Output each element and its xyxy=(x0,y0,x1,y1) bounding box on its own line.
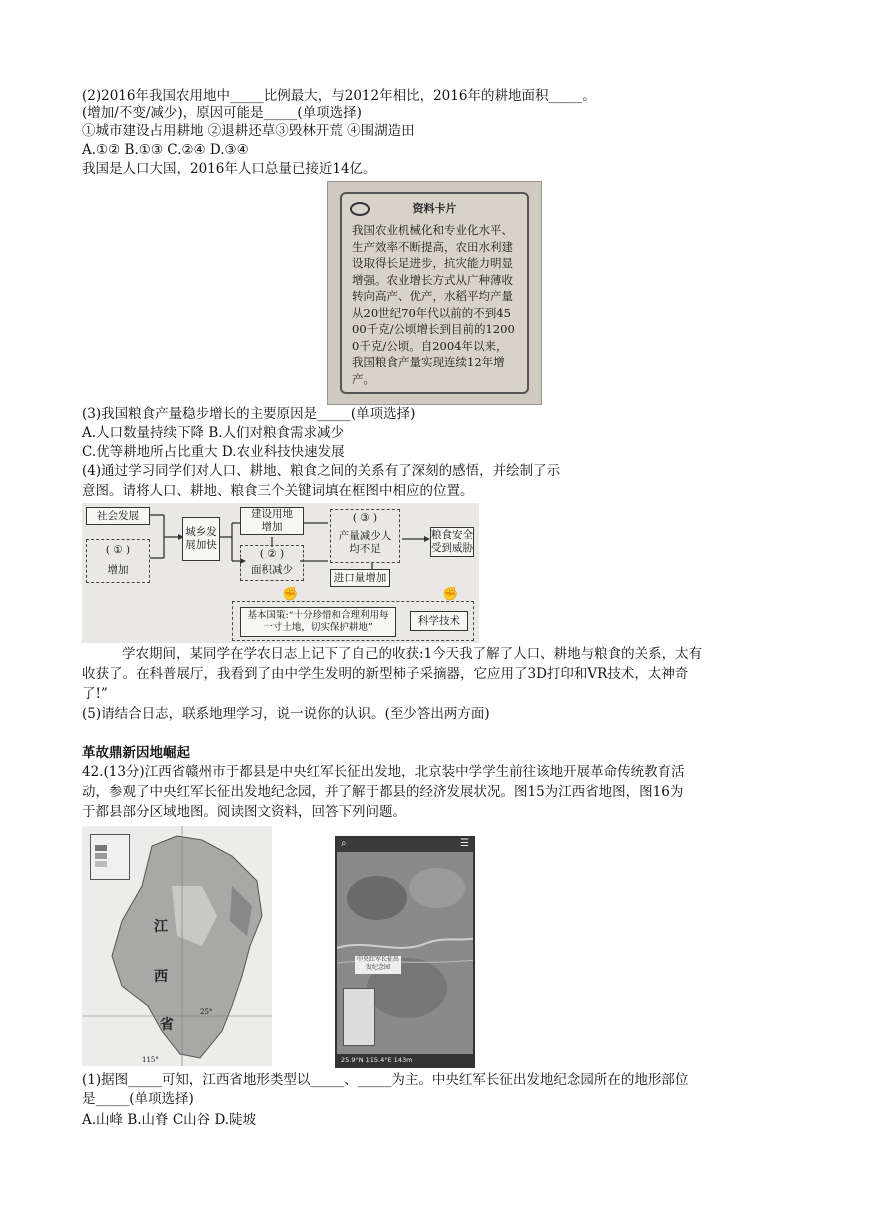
card-body: 我国农业机械化和专业化水平、生产效率不断提高，农田水利建设取得长足进步，抗灾能力明显增强。农业增长方式从广种薄收转向高产、优产，水稻平均产量从20世纪70年代以前的不到4500千克/公顷增长到目前的12000千克/公顷。自2004年以来，我国粮食产量实现连续12年增产。 xyxy=(352,223,515,386)
line-q42-b: 动，参观了中央红军长征出发地纪念园，并了解于都县的经济发展状况。图15为江西省地图，图16为 xyxy=(82,784,684,800)
line-q3-ab: A.人口数量持续下降 B.人们对粮食需求减少 xyxy=(82,425,345,441)
memorial-label: 中央红军长征出发纪念园 xyxy=(355,956,401,974)
line-choices: A.①② B.①③ C.②④ D.③④ xyxy=(82,142,249,158)
menu-icon: ☰ xyxy=(460,838,469,849)
blank-3: ( ③ ) xyxy=(352,511,378,524)
blank-2: ( ② ) xyxy=(259,547,285,560)
box-construction-land xyxy=(240,507,304,535)
box-area-decrease: 面积减少 xyxy=(251,563,293,576)
card-title: 资料卡片 xyxy=(412,202,457,215)
box-social-development: 社会发展 xyxy=(86,507,150,525)
construction-land-label: 建设用地 xyxy=(251,508,293,520)
line-q3-cd: C.优等耕地所占比重大 D.农业科技快速发展 xyxy=(82,444,345,460)
jiangxi-province-shape xyxy=(82,826,272,1066)
line-q2: (2)2016年我国农用地中_____比例最大，与2012年相比，2016年的耕地面积_____。 xyxy=(82,88,596,104)
box-import-increase: 进口量增加 xyxy=(330,569,390,587)
map-longitude: 115° xyxy=(142,1056,159,1064)
line-q3: (3)我国粮食产量稳步增长的主要原因是_____(单项选择) xyxy=(82,406,416,422)
line-q42-1-b: 是_____(单项选择) xyxy=(82,1091,194,1107)
line-q5: (5)请结合日志，联系地理学习，说一说你的认识。(至少答出两方面) xyxy=(82,706,490,722)
line-q42-1: (1)据图_____可知，江西省地形类型以_____、_____为主。中央红军长征出发地纪念园所在的地形部位 xyxy=(82,1072,689,1088)
fist-icon-left: ✊ xyxy=(282,587,299,602)
blank-1: ( ① ) xyxy=(105,543,131,556)
map-char-xi: 西 xyxy=(154,969,168,985)
box-science-technology: 科学技术 xyxy=(410,611,468,631)
fist-icon-right: ✊ xyxy=(442,587,459,602)
jiangxi-map-figure xyxy=(82,826,272,1066)
line-journal: 学农期间，某同学在学农日志上记下了自己的收获:1今天我了解了人口、耕地与粮食的关系，太有 xyxy=(122,646,703,662)
box-increase: 增加 xyxy=(107,563,129,576)
box-basic-policy: 基本国策:“十分珍惜和合理利用每一寸土地，切实保护耕地” xyxy=(240,607,396,637)
line-q42: 42.(13分)江西省赣州市于都县是中央红军长征出发地，北京装中学学生前往该地开展革命传统教育活 xyxy=(82,764,685,780)
search-icon: ⌕ xyxy=(341,838,347,849)
resource-card-image xyxy=(327,181,542,405)
line-q4: (4)通过学习同学们对人口、耕地、粮食之间的关系有了深刻的感悟，并绘制了示 xyxy=(82,463,561,479)
line-options: ①城市建设占用耕地 ②退耕还草③毁林开荒 ④围湖造田 xyxy=(82,123,415,139)
map-coordinates: 25.9°N 115.4°E 143m xyxy=(337,1054,473,1066)
box-urban-development: 城乡发展加快 xyxy=(182,517,220,561)
flow-diagram xyxy=(82,503,479,643)
yudu-region-map-figure xyxy=(335,836,475,1068)
line-journal-2: 收获了。在科普展厅，我看到了由中学生发明的新型柿子采摘器，它应用了3D打印和VR技术，太神奇 xyxy=(82,666,689,682)
map-legend-panel xyxy=(343,988,375,1046)
line-q42-1-choices: A.山峰 B.山脊 C山谷 D.陡坡 xyxy=(82,1112,257,1128)
map-latitude: 25° xyxy=(200,1008,213,1016)
line-q2-b: (增加/不变/减少)，原因可能是_____(单项选择) xyxy=(82,105,362,121)
section-heading: 革故鼎新因地崛起 xyxy=(82,745,190,761)
line-q4-b: 意图。请将人口、耕地、粮食三个关键词填在框图中相应的位置。 xyxy=(82,483,474,499)
line-journal-3: 了!” xyxy=(82,686,108,702)
map-char-jiang: 江 xyxy=(154,919,168,935)
box-food-safety: 粮食安全受到威胁 xyxy=(430,527,474,557)
box-production-decrease: 产量减少人均不足 xyxy=(338,530,392,555)
line-q42-c: 于都县部分区域地图。阅读图文资料，回答下列问题。 xyxy=(82,804,406,820)
construction-land-increase: 增加 xyxy=(261,521,283,533)
line-population: 我国是人口大国，2016年人口总量已接近14亿。 xyxy=(82,161,377,177)
map-char-sheng: 省 xyxy=(160,1017,174,1033)
